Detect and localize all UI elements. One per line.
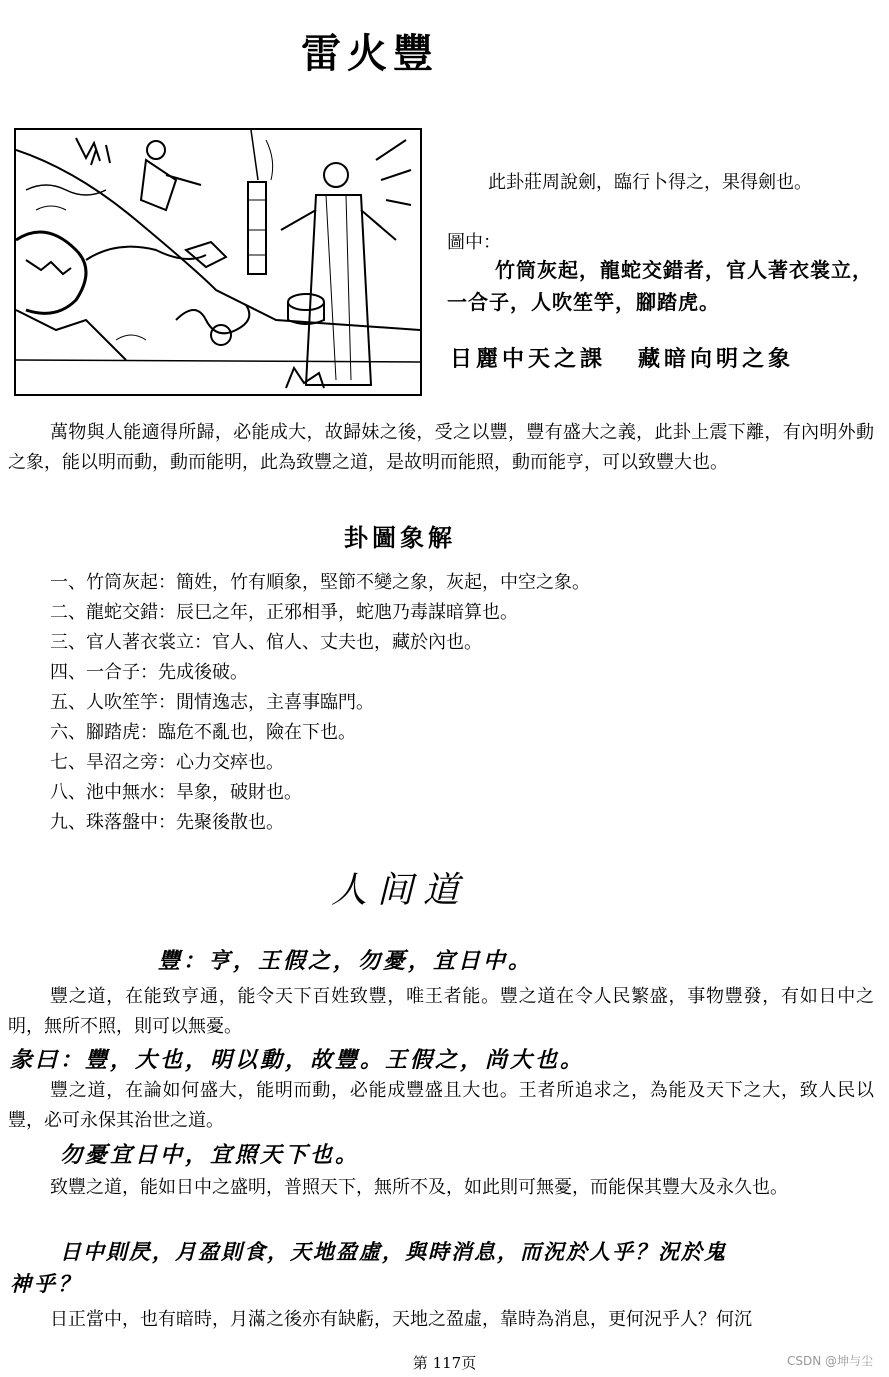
list-item: 三、官人著衣裳立：官人、倌人、丈夫也，藏於內也。 (50, 632, 482, 653)
list-item: 五、人吹笙竽：閒情逸志，主喜事臨門。 (50, 692, 374, 713)
paragraph-4: 致豐之道，能如日中之盛明，普照天下，無所不及，如此則可無憂，而能保其豐大及永久也。 (50, 1177, 788, 1198)
classic-text-1: 豐：亨，王假之，勿憂，宜日中。 (158, 948, 534, 974)
paragraph-3: 豐之道，在論如何盛大，能明而動，必能成豐盛且大也。王者所追求之，為能及天下之大，致人民以豐，必可永保其治世之道。 (8, 1080, 874, 1131)
list-item: 八、池中無水：旱象，破財也。 (50, 782, 302, 803)
course-left: 日麗中天之課 (450, 346, 607, 372)
page-title: 雷火豐 (301, 30, 439, 77)
figure-description: 竹筒灰起，龍蛇交錯者，官人著衣裳立，一合子，人吹笙竽，腳踏虎。 (447, 258, 873, 314)
classic-text-3: 勿憂宜日中，宜照天下也。 (60, 1142, 361, 1168)
list-item: 六、腳踏虎：臨危不亂也，險在下也。 (50, 722, 356, 743)
course-right: 藏暗向明之象 (638, 346, 795, 372)
paragraph-2: 豐之道，在能致亨通，能令天下百姓致豐，唯王者能。豐之道在令人民繁盛，事物豐發，有如日中之明，無所不照，則可以無憂。 (8, 986, 874, 1037)
section-title-2: 人间道 (330, 870, 469, 911)
section-title-1: 卦圖象解 (344, 523, 456, 552)
list-item: 七、旱沼之旁：心力交瘁也。 (50, 752, 284, 773)
classic-text-4a: 日中則昃，月盈則食，天地盈虛，與時消息，而況於人乎？況於鬼 (60, 1239, 727, 1264)
list-item: 一、竹筒灰起：簡姓，竹有順象，堅節不變之象，灰起，中空之象。 (50, 572, 590, 593)
paragraph-5: 日正當中，也有暗時，月滿之後亦有缺虧，天地之盈虛，靠時為消息，更何況乎人？何沉 (50, 1309, 752, 1330)
paragraph-1: 萬物與人能適得所歸，必能成大，故歸妹之後，受之以豐，豐有盛大之義，此卦上震下離，有內明外動之象，能以明而動，動而能明，此為致豐之道，是故明而能照，動而能亨，可以致豐大也。 (8, 422, 874, 473)
classic-text-4b: 神乎？ (10, 1271, 82, 1296)
list-item: 九、珠落盤中：先聚後散也。 (50, 812, 284, 833)
course-heading (450, 342, 794, 373)
page-number: 第 117页 (412, 1354, 477, 1372)
watermark: CSDN @坤与尘 (786, 1354, 873, 1368)
list-item: 二、龍蛇交錯：辰巳之年，正邪相爭，蛇虺乃毒謀暗算也。 (50, 602, 518, 623)
classic-text-2: 彖曰：豐，大也，明以動，故豐。王假之，尚大也。 (10, 1047, 586, 1073)
figure-label: 圖中： (447, 232, 501, 253)
woodcut-image (16, 130, 420, 394)
list-item: 四、一合子：先成後破。 (50, 662, 248, 683)
intro-text: 此卦莊周說劍，臨行卜得之，果得劍也。 (488, 172, 812, 193)
woodcut-illustration (14, 128, 422, 396)
symbol-list (50, 568, 590, 838)
